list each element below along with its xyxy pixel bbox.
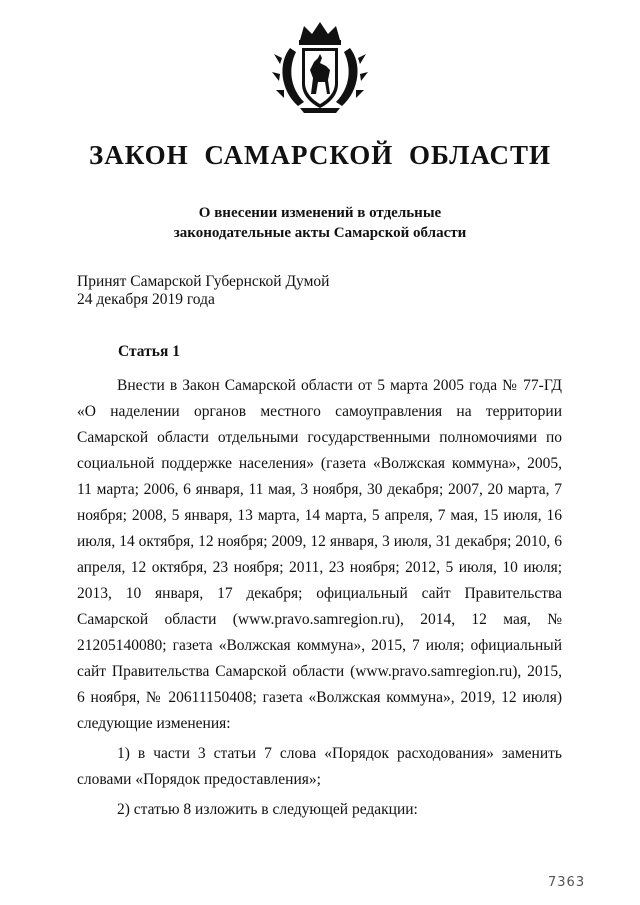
amendment-item-2: 2) статью 8 изложить в следующей редакции: [117,801,418,818]
adopted-by: Принят Самарской Губернской Думой [77,273,330,290]
law-title: ЗАКОН САМАРСКОЙ ОБЛАСТИ [89,140,551,170]
article-paragraph: Внести в Закон Самарской области от 5 марта 2005 года № 77-ГД «О наделении органов местного самоуправления на территории Самарской области отдельными государственными полномочиями по социальной поддержке населения» (газета «Волжская коммуна», 2005, 11 марта; 2006, 6 января, 11 мая, 3 ноября, 30 декабря; 2007, 20 марта, 7 ноября; 2008, 5 января, 13 марта, 14 марта, 5 апреля, 7 мая, 15 июля, 16 июля, 14 октября, 12 ноября; 2009, 12 января, 3 июля, 31 декабря; 2010, 6 апреля, 12 октября, 23 ноября; 2011, 23 ноября; 2012, 5 июля, 10 июля; 2013, 10 января, 17 декабря; официальный сайт Правительства Самарской области (www.pravo.samregion.ru), 2014, 12 мая, № 21205140080; газета «Волжская коммуна», 2015, 7 июля; официальный сайт Правительства Самарской области (www.pravo.samregion.ru), 2015, 6 ноября, № 20611150408; газета «Волжская коммуна», 2019, 12 июля) следующие изменения: [77,377,562,732]
article-heading: Статья 1 [118,343,180,360]
subject-line-1: О внесении изменений в отдельные [198,205,442,221]
coat-of-arms-emblem [270,18,370,118]
page-stamp: 7363 [548,875,586,890]
subject-line-2: законодательные акты Самарской области [173,225,467,241]
law-subject [0,203,640,243]
amendment-item-1: 1) в части 3 статьи 7 слова «Порядок расходования» заменить словами «Порядок предоставления»; [77,745,562,788]
adoption-info [77,273,329,309]
adoption-date: 24 декабря 2019 года [77,291,215,308]
article-body [77,373,562,823]
